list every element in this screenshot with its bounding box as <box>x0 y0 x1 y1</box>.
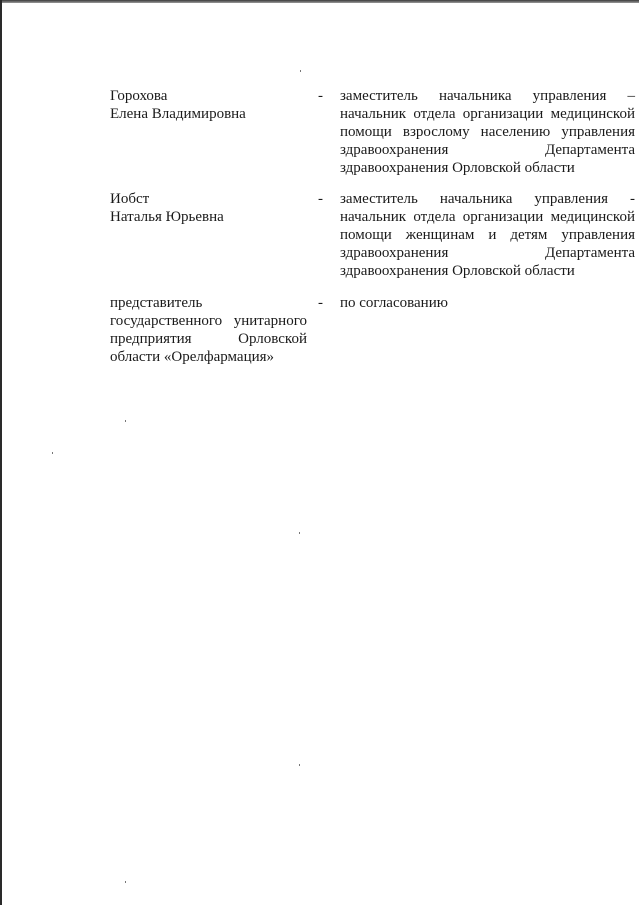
member-surname: Иобст <box>110 191 150 207</box>
scan-speck <box>52 452 53 454</box>
scan-speck <box>299 764 300 766</box>
member-name <box>110 87 307 123</box>
scan-border-top <box>0 0 639 3</box>
member-position: по согласованию <box>340 295 448 311</box>
separator-dash: - <box>318 191 323 207</box>
scan-speck <box>125 420 126 422</box>
scan-speck <box>125 881 126 883</box>
member-position: заместитель начальника управления – начальник отдела организации медицинской помощи взрослому населению управления здравоохранения Департамента здравоохранения Орловской области <box>340 88 635 176</box>
member-given-names: Наталья Юрьевна <box>110 209 224 225</box>
member-given-names: Елена Владимировна <box>110 106 246 122</box>
scan-border-left <box>0 0 2 905</box>
scan-speck <box>299 532 300 534</box>
member-surname: Горохова <box>110 88 168 104</box>
member-name: представитель государственного унитарного предприятия Орловской области «Орелфармация» <box>110 295 307 365</box>
scan-speck <box>300 70 301 72</box>
member-name <box>110 190 307 226</box>
separator-dash: - <box>318 88 323 104</box>
separator-dash: - <box>318 295 323 311</box>
member-position: заместитель начальника управления - начальник отдела организации медицинской помощи женщинам и детям управления здравоохранения Департамента здравоохранения Орловской области <box>340 191 635 279</box>
